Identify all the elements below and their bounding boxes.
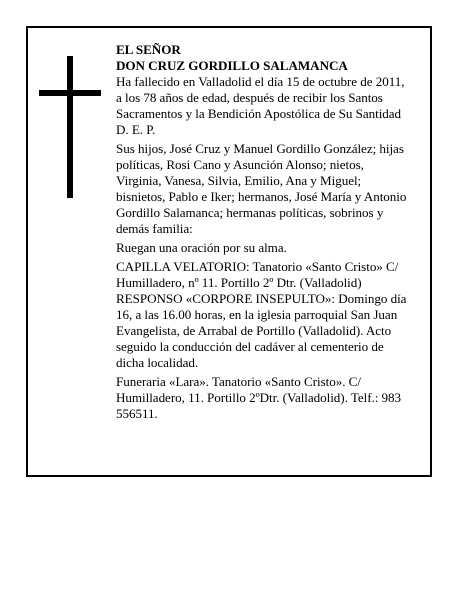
- death-paragraph: [116, 74, 430, 138]
- deceased-name: DON CRUZ GORDILLO SALAMANCA: [116, 58, 348, 73]
- text-line: Funeraria «Lara». Tanatorio «Santo Cristo». C/: [116, 374, 361, 389]
- text-line: Sacramentos y la Bendición Apostólica de Su Santidad: [116, 106, 402, 121]
- text-line: Ha fallecido en Valladolid el día 15 de octubre de 2011,: [116, 74, 405, 89]
- notice-title: EL SEÑOR: [116, 42, 181, 57]
- cross-horizontal-bar: [39, 90, 101, 96]
- text-line: 16, a las 16.00 horas, en la iglesia parroquial San Juan: [116, 307, 398, 322]
- text-line: seguido la conducción del cadáver al cementerio de: [116, 339, 384, 354]
- text-line: políticas, Rosi Cano y Asunción Alonso; nietos,: [116, 157, 364, 172]
- text-line: Humilladero, 11. Portillo 2ºDtr. (Valladolid). Telf.: 983: [116, 390, 402, 405]
- family-paragraph: [116, 141, 430, 237]
- text-line: 556511.: [116, 406, 158, 421]
- text-line: bisnietos, Pablo e Iker; hermanos, José María y Antonio: [116, 189, 407, 204]
- text-line: Gordillo Salamanca; hermanas políticas, sobrinos y: [116, 205, 384, 220]
- cross-vertical-bar: [67, 56, 73, 198]
- wake-paragraph: [116, 259, 430, 371]
- text-line: D. E. P.: [116, 122, 156, 137]
- text-line: RESPONSO «CORPORE INSEPULTO»: Domingo día: [116, 291, 407, 306]
- obituary-notice: [26, 26, 432, 477]
- text-line: Evangelista, de Arrabal de Portillo (Valladolid). Acto: [116, 323, 392, 338]
- text-line: CAPILLA VELATORIO: Tanatorio «Santo Cristo» C/: [116, 259, 399, 274]
- prayer-request: Ruegan una oración por su alma.: [116, 240, 287, 255]
- notice-text-block: [116, 42, 430, 422]
- text-line: dicha localidad.: [116, 355, 199, 370]
- text-line: Virginia, Vanesa, Silvia, Emilio, Ana y Miguel;: [116, 173, 362, 188]
- funeral-home-paragraph: [116, 374, 430, 422]
- text-line: a los 78 años de edad, después de recibir los Santos: [116, 90, 383, 105]
- text-line: demás familia:: [116, 221, 193, 236]
- text-line: Humilladero, nº 11. Portillo 2º Dtr. (Valladolid): [116, 275, 362, 290]
- text-line: Sus hijos, José Cruz y Manuel Gordillo González; hijas: [116, 141, 404, 156]
